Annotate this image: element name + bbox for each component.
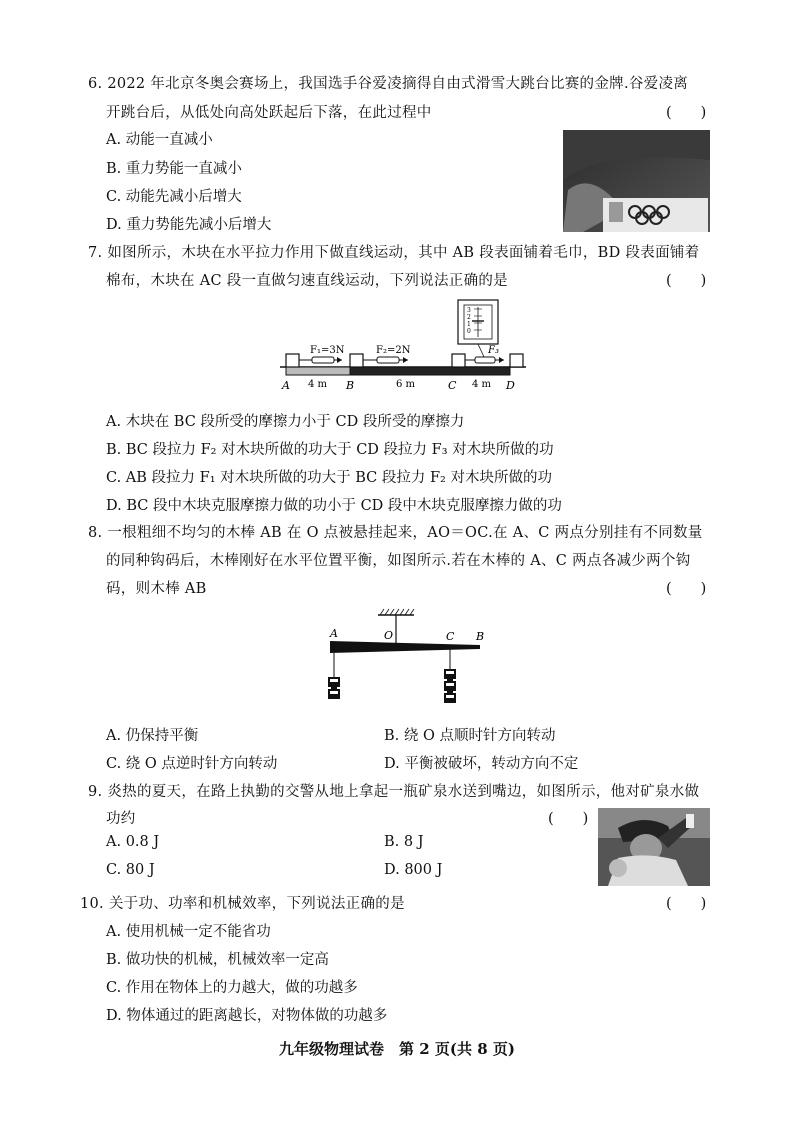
q8-option-d: D. 平衡被破坏，转动方向不定 [384, 756, 579, 772]
point-a: A [282, 379, 290, 392]
tapered-rod [330, 641, 480, 653]
page-footer: 九年级物理试卷 第 2 页(共 8 页) [279, 1040, 515, 1058]
point-d: D [506, 379, 515, 392]
cotton-surface-bd [350, 367, 510, 375]
force-label-f3: F₃ [488, 345, 499, 356]
block-at-d [510, 354, 523, 367]
q7-option-c: C. AB 段拉力 F₁ 对木块所做的功大于 BC 段拉力 F₂ 对木块所做的功 [106, 470, 552, 486]
left-hook-weights [328, 677, 340, 699]
rod-label-a: A [330, 627, 338, 640]
spring-scale-1 [312, 357, 334, 363]
q9-option-a: A. 0.8 J [106, 834, 160, 850]
q9-option-d: D. 800 J [384, 862, 443, 878]
q9-answer-bracket: ( ) [548, 811, 589, 827]
distance-bc: 6 m [396, 379, 416, 390]
q8-option-c: C. 绕 O 点逆时针方向转动 [106, 756, 278, 772]
q7-stem-line1: 7. 如图所示，木块在水平拉力作用下做直线运动，其中 AB 段表面铺着毛巾，BD 段表面铺着 [88, 245, 700, 261]
q6-stem-line2: 开跳台后，从低处向高处跃起后下落，在此过程中 [106, 105, 432, 121]
q8-option-b: B. 绕 O 点顺时针方向转动 [384, 728, 556, 744]
scale-tick-0: 0 [467, 328, 471, 335]
q7-answer-bracket: ( ) [666, 273, 707, 289]
q6-option-a: A. 动能一直减小 [106, 132, 213, 148]
q10-stem: 10. 关于功、功率和机械效率，下列说法正确的是 [80, 896, 405, 912]
q10-answer-bracket: ( ) [666, 896, 707, 912]
q8-stem-line3: 码，则木棒 AB [106, 581, 207, 597]
q10-option-a: A. 使用机械一定不能省功 [106, 924, 271, 940]
q6-option-c: C. 动能先减小后增大 [106, 189, 242, 205]
q6-answer-bracket: ( ) [666, 105, 707, 121]
q6-stem-line1: 6. 2022 年北京冬奥会赛场上，我国选手谷爱凌摘得自由式滑雪大跳台比赛的金牌.谷爱凌离 [88, 76, 689, 92]
point-b: B [346, 379, 355, 392]
q10-option-b: B. 做功快的机械，机械效率一定高 [106, 952, 329, 968]
q9-option-b: B. 8 J [384, 834, 424, 850]
q7-option-b: B. BC 段拉力 F₂ 对木块所做的功大于 CD 段拉力 F₃ 对木块所做的功 [106, 442, 554, 458]
q7-block-diagram [276, 297, 536, 407]
block-at-c [452, 354, 465, 367]
q6-option-b: B. 重力势能一直减小 [106, 161, 242, 177]
point-c: C [448, 379, 457, 392]
rod-label-b: B [476, 630, 485, 643]
block-at-a [286, 354, 299, 367]
spring-scale-2 [377, 357, 399, 363]
ski-jump-photo [563, 130, 710, 232]
towel-surface-ab [286, 367, 350, 375]
spring-scale-3 [475, 357, 495, 363]
distance-ab: 4 m [308, 379, 328, 390]
traffic-police-photo [598, 808, 710, 886]
scale-tick-2: 2 [467, 314, 471, 321]
q9-stem-line2: 功约 [106, 811, 136, 827]
q7-option-d: D. BC 段中木块克服摩擦力做的功小于 CD 段中木块克服摩擦力做的功 [106, 498, 562, 514]
rod-label-c: C [446, 630, 455, 643]
distance-cd: 4 m [472, 379, 492, 390]
q6-option-d: D. 重力势能先减小后增大 [106, 217, 272, 233]
q7-option-a: A. 木块在 BC 段所受的摩擦力小于 CD 段所受的摩擦力 [106, 414, 465, 430]
scale-tick-1: 1 [467, 321, 471, 328]
q8-answer-bracket: ( ) [666, 581, 707, 597]
q10-option-c: C. 作用在物体上的力越大，做的功越多 [106, 980, 358, 996]
force-label-f1: F₁=3N [310, 345, 345, 356]
q9-option-c: C. 80 J [106, 862, 155, 878]
scale-tick-3: 3 [467, 307, 471, 314]
q8-stem-line1: 8. 一根粗细不均匀的木棒 AB 在 O 点被悬挂起来，AO＝OC.在 A、C 两点分别挂有不同数量 [88, 525, 703, 541]
q7-stem-line2: 棉布，木块在 AC 段一直做匀速直线运动，下列说法正确的是 [106, 273, 508, 289]
q8-option-a: A. 仍保持平衡 [106, 728, 199, 744]
q8-lever-diagram [322, 605, 492, 715]
q8-stem-line2: 的同种钩码后，木棒刚好在水平位置平衡，如图所示.若在木棒的 A、C 两点各减少两个钩 [106, 553, 691, 569]
block-at-b [350, 354, 363, 367]
right-hook-weights [444, 669, 456, 703]
rod-label-o: O [384, 629, 394, 642]
q10-option-d: D. 物体通过的距离越长，对物体做的功越多 [106, 1008, 388, 1024]
force-label-f2: F₂=2N [376, 345, 411, 356]
q9-stem-line1: 9. 炎热的夏天，在路上执勤的交警从地上拿起一瓶矿泉水送到嘴边，如图所示，他对矿泉水做 [88, 784, 700, 800]
